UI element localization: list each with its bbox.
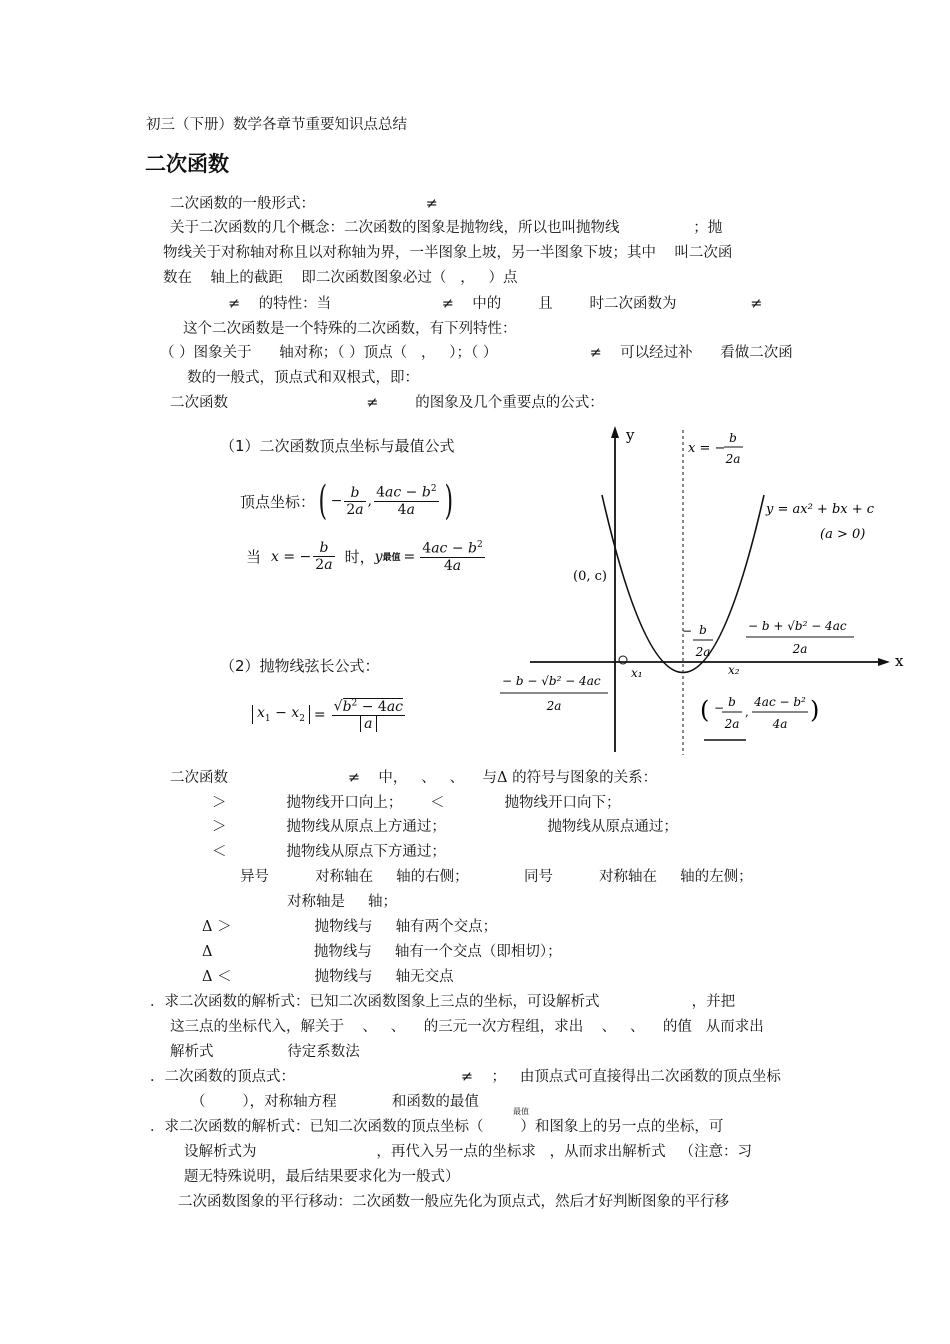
- y-axis-arrow: [611, 426, 619, 438]
- text-line: （ ），对称轴方程 和函数的最值: [191, 1094, 479, 1110]
- vertex-formula: 顶点坐标： ( − $\frac{b}{2a}$ , $\frac{4ac - b^2}{4a}$ ): [240, 478, 453, 524]
- svg-text:− b − √b² − 4ac: − b − √b² − 4ac: [502, 674, 601, 688]
- text-line: ＞ 抛物线开口向上； ＜ 抛物线开口向下；: [212, 795, 621, 811]
- when-label: 当: [246, 548, 262, 567]
- text-line: 二次函数图象的平行移动：二次函数一般应先化为顶点式，然后才好判断图象的平行移: [178, 1194, 729, 1210]
- document-subtitle: 初三（下册）数学各章节重要知识点总结: [146, 117, 407, 133]
- svg-text:2a: 2a: [792, 642, 808, 656]
- text-line: 异号 对称轴在 轴的右侧； 同号 对称轴在 轴的左侧；: [240, 869, 753, 885]
- text-line: 设解析式为 ，再代入另一点的坐标求 ，从而求出解析式 （注意：习: [184, 1144, 752, 1160]
- formula-title-chord: （2）抛物线弦长公式：: [220, 657, 380, 675]
- svg-text:4a: 4a: [772, 717, 788, 731]
- chord-formula: $x_1 - x_2$ = $\frac{√b^2 - 4ac}{a}$: [252, 698, 407, 732]
- svg-text:b: b: [729, 431, 737, 445]
- axis-eq-label: x = −: [688, 441, 726, 456]
- svg-text:− b + √b² − 4ac: − b + √b² − 4ac: [748, 619, 847, 633]
- text-line: 对称轴是 轴；: [287, 894, 398, 910]
- svg-text:2a: 2a: [724, 717, 740, 731]
- text-line: ≠ 的特性：当 ≠ 中的 且 时二次函数为 ≠: [228, 296, 763, 312]
- text-line: Δ 抛物线与 轴有一个交点（即相切）；: [202, 944, 562, 960]
- text-line: 解析式 待定系数法: [170, 1044, 360, 1060]
- a-condition-label: (a > 0): [820, 527, 866, 542]
- text-line: 这个二次函数是一个特殊的二次函数，有下列特性：: [183, 321, 517, 337]
- text-line: ＜ 抛物线从原点下方通过；: [212, 844, 446, 860]
- svg-text:): ): [810, 696, 820, 724]
- text-line: 关于二次函数的几个概念：二次函数的图象是抛物线，所以也叫抛物线 ；抛: [170, 220, 723, 236]
- svg-text:b: b: [699, 623, 707, 637]
- extremum-formula: 当 x = − $\frac{b}{2a}$ 时， y 最值 = $\frac{4ac - b^2}{4a}$: [246, 540, 483, 574]
- svg-text:4ac − b²: 4ac − b²: [754, 695, 806, 709]
- text-line: 二次函数的一般形式： ≠: [170, 196, 438, 212]
- vertex-label: 顶点坐标：: [240, 492, 316, 511]
- small-subscript: 最值: [513, 1107, 529, 1116]
- ymax-sub: 最值: [382, 553, 401, 564]
- text-line: ．二次函数的顶点式： ≠ ； 由顶点式可直接得出二次函数的顶点坐标: [150, 1069, 781, 1085]
- svg-text:−: −: [714, 701, 725, 715]
- text-line: 数的一般式，顶点式和双根式，即：: [187, 370, 419, 386]
- y-axis-label: y: [626, 426, 635, 444]
- text-line: 这三点的坐标代入，解关于 、 、 的三元一次方程组，求出 、 、 的值 从而求出: [170, 1019, 764, 1035]
- x1-label: x₁: [631, 666, 643, 680]
- text-line: 数在 轴上的截距 即二次函数图象必过（ ， ）点: [163, 270, 518, 286]
- svg-text:−: −: [682, 624, 693, 638]
- curve-eq-label: y = ax² + bx + c: [766, 502, 875, 517]
- text-line: ．求二次函数的解析式：已知二次函数图象上三点的坐标，可设解析式 ，并把: [150, 994, 736, 1010]
- text-line: Δ ＜ 抛物线与 轴无交点: [202, 969, 454, 985]
- text-line: 物线关于对称轴对称且以对称轴为界，一半图象上坡，另一半图象下坡；其中 叫二次函: [163, 245, 733, 261]
- text-line: 题无特殊说明，最后结果要求化为一般式）: [184, 1169, 460, 1185]
- x2-label: x₂: [728, 663, 740, 677]
- svg-text:,: ,: [745, 705, 749, 719]
- text-line: 二次函数 ≠ 中， 、 、 与Δ 的符号与图象的关系：: [170, 770, 658, 786]
- parabola-graph: [490, 420, 920, 760]
- formula-title-vertex: （1）二次函数顶点坐标与最值公式: [220, 437, 455, 455]
- text-line: ＞ 抛物线从原点上方通过； 抛物线从原点通过；: [212, 819, 678, 835]
- c-point-label: (0, c): [573, 569, 607, 584]
- text-line: 二次函数 ≠ 的图象及几个重要点的公式：: [170, 395, 604, 411]
- then-label: 时，: [344, 548, 375, 567]
- text-line: （ ）图象关于 轴对称；（ ）顶点（ ， ）；（ ） ≠ 可以经过补 看做二次函: [160, 345, 793, 361]
- svg-text:2a: 2a: [546, 699, 562, 713]
- svg-text:b: b: [728, 695, 736, 709]
- section-title: 二次函数: [145, 152, 229, 176]
- svg-text:(: (: [700, 696, 710, 724]
- svg-text:2a: 2a: [725, 452, 741, 466]
- x-axis-label: x: [895, 652, 904, 670]
- text-line: ．求二次函数的解析式：已知二次函数的顶点坐标（ ）和图象上的另一点的坐标，可: [150, 1119, 724, 1135]
- svg-text:2a: 2a: [695, 645, 711, 659]
- x-axis-arrow: [878, 658, 890, 666]
- text-line: Δ ＞ 抛物线与 轴有两个交点；: [202, 919, 498, 935]
